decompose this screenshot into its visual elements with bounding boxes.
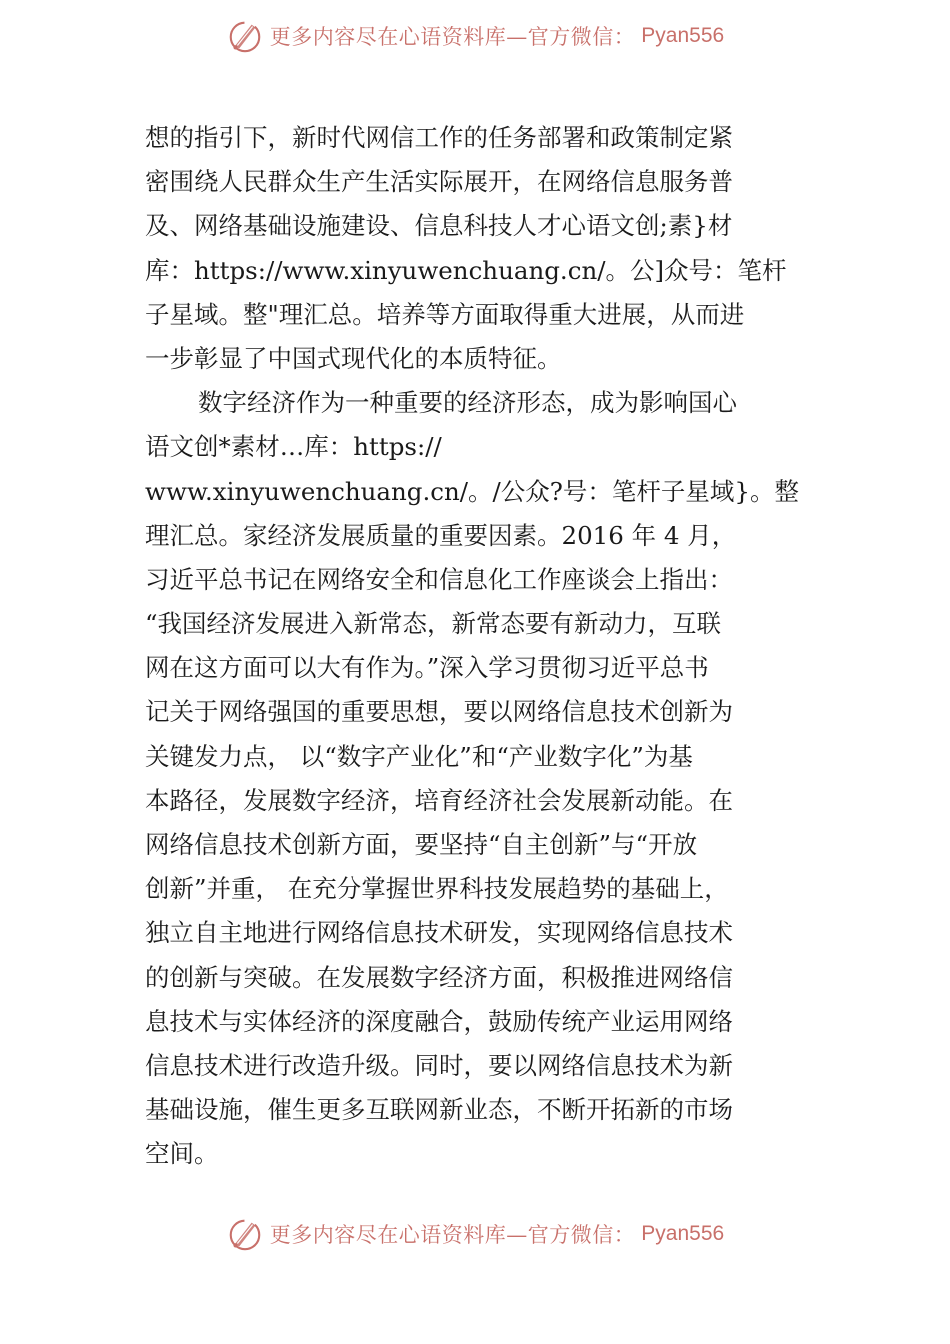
header-banner-inner [226, 17, 724, 55]
text-line: www.xinyuwenchuang.cn/。/公众?号：笔杆子星域}。整 [145, 476, 799, 506]
text-line: “我国经济发展进入新常态，新常态要有新动力，互联 [145, 609, 722, 639]
text-line: 空间。 [145, 1139, 219, 1169]
text-line: 理汇总。家经济发展质量的重要因素。2016 年 4 月， [145, 520, 737, 550]
text-line: 网在这方面可以大有作为。”深入学习贯彻习近平总书 [145, 653, 709, 683]
header-banner-text: 更多内容尽在心语资料库—官方微信： [269, 25, 636, 49]
quill-pen-logo-icon [226, 17, 264, 55]
text-line: 的创新与突破。在发展数字经济方面，积极推进网络信 [145, 962, 733, 992]
text-line: 独立自主地进行网络信息技术研发，实现网络信息技术 [145, 918, 733, 948]
quill-pen-logo-icon [226, 1215, 264, 1253]
text-line: 创新”并重， 在充分掌握世界科技发展趋势的基础上， [145, 874, 729, 904]
text-line: 基础设施，催生更多互联网新业态，不断开拓新的市场 [145, 1095, 733, 1125]
text-line: 本路径，发展数字经济，培育经济社会发展新动能。在 [145, 785, 733, 815]
footer-banner [0, 1212, 950, 1256]
footer-banner-text: 更多内容尽在心语资料库—官方微信： [269, 1223, 636, 1247]
text-line: 一步彰显了中国式现代化的本质特征。 [145, 343, 562, 373]
header-banner-id: Pyan556 [641, 24, 725, 47]
text-line: 语文创*素材…库：https:// [145, 432, 442, 462]
text-line: 想的指引下，新时代网信工作的任务部署和政策制定紧 [145, 123, 733, 152]
text-line: 数字经济作为一种重要的经济形态，成为影响国心 [198, 388, 737, 418]
text-line: 息技术与实体经济的深度融合，鼓励传统产业运用网络 [145, 1006, 733, 1036]
text-line: 信息技术进行改造升级。同时，要以网络信息技术为新 [145, 1050, 733, 1080]
document-body [145, 116, 825, 1177]
text-line: 库：https://www.xinyuwenchuang.cn/。公]众号：笔杆 [145, 255, 787, 285]
text-line: 记关于网络强国的重要思想，要以网络信息技术创新为 [145, 697, 733, 727]
text-line: 关键发力点， 以“数字产业化”和“产业数字化”为基 [145, 741, 693, 771]
text-line: 习近平总书记在网络安全和信息化工作座谈会上指出： [145, 564, 733, 594]
text-line: 子星域。整"理汇总。培养等方面取得重大进展，从而进 [145, 299, 745, 329]
header-banner [0, 14, 950, 58]
text-line: 网络信息技术创新方面，要坚持“自主创新”与“开放 [145, 830, 698, 859]
text-line: 及、网络基础设施建设、信息科技人才心语文创;素}材 [145, 211, 733, 241]
footer-banner-inner [226, 1215, 724, 1253]
footer-banner-id: Pyan556 [641, 1222, 725, 1245]
text-line: 密围绕人民群众生产生活实际展开，在网络信息服务普 [145, 167, 733, 197]
